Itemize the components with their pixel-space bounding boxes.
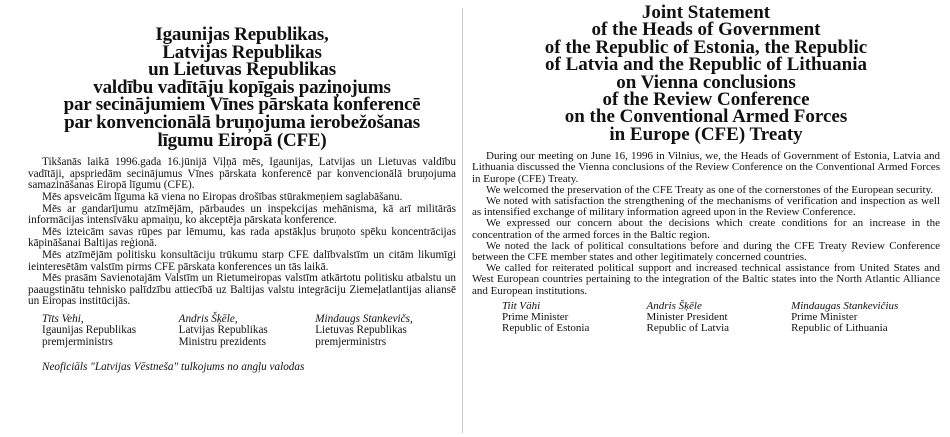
paragraph: We noted with satisfaction the strengthening of the mechanisms of verification and inspection as well as intensified exchange of military information agreed upon in the Review Conference. bbox=[472, 195, 940, 219]
signatory-name: Andris Šķēle bbox=[646, 299, 702, 312]
signatory-title: Prime Minister bbox=[791, 311, 858, 324]
title-line: par konvencionālā bruņojuma ierobežošanas bbox=[64, 111, 420, 133]
title-line: par secinājumiem Vīnes pārskata konferencē bbox=[63, 94, 421, 116]
paragraph: We called for reiterated political support and increased technical assistance from United States and West European countries pertaining to the integration of the Baltic states into the North Atlantic Alliance and European institutions. bbox=[472, 262, 940, 297]
paragraph: Mēs atzīmējām politisku konsultāciju trūkumu starp CFE dalībvalstīm un citām likumīgi ieinteresētām valstīm pirms CFE pārskata konferences un tās laikā. bbox=[28, 248, 456, 273]
signature-block bbox=[647, 301, 792, 335]
signatory-title: Republic of Estonia bbox=[502, 322, 590, 335]
signatory-name: Mindaugas Stankevičius bbox=[791, 299, 899, 312]
title-line: of Latvia and the Republic of Lithuania bbox=[545, 54, 867, 76]
signatory-title: Ministru prezidents bbox=[178, 336, 266, 349]
title-line: un Lietuvas Republikas bbox=[148, 59, 336, 81]
latvian-statement bbox=[28, 0, 456, 437]
signatory-title: premjerministrs bbox=[315, 336, 387, 349]
title-line: of the Review Conference bbox=[602, 89, 810, 111]
signatory-title: Republic of Latvia bbox=[646, 322, 730, 335]
title-line: on Vienna conclusions bbox=[616, 71, 796, 93]
signature-block bbox=[179, 314, 316, 349]
title-line: Joint Statement bbox=[641, 2, 771, 23]
title-line: līgumu Eiropā (CFE) bbox=[157, 129, 327, 151]
title-line: of the Republic of Estonia, the Republic bbox=[544, 36, 868, 58]
title-line: on the Conventional Armed Forces bbox=[564, 106, 848, 128]
english-title bbox=[472, 4, 940, 143]
paragraph: Mēs apsveicām līguma kā viena no Eiropas drošības stūrakmeņiem saglabāšanu. bbox=[42, 190, 403, 203]
paragraph: During our meeting on June 16, 1996 in Vilnius, we, the Heads of Government of Estonia, Latvia and Lithuania discussed the Vienna conclusions of the Review Conference on the Conventional Armed Forces in Europe (CFE) Treaty. bbox=[472, 150, 940, 185]
english-statement bbox=[472, 0, 940, 437]
title-line: Igaunijas Republikas, bbox=[155, 24, 329, 45]
signature-block bbox=[42, 314, 179, 349]
signatory-title: premjerministrs bbox=[42, 336, 113, 349]
paragraph: Mēs prasām Savienotajām Valstīm un Rietumeiropas valstīm atkārtotu politisku atbalstu un paaugstinātu tehnisko palīdzību attiecībā uz Baltijas valstu integrāciju Ziemeļatlantijas aliansē un Eiropas institūcijās. bbox=[28, 272, 456, 308]
signature-block bbox=[315, 314, 452, 349]
paragraph: We welcomed the preservation of the CFE Treaty as one of the cornerstones of the European security. bbox=[486, 183, 934, 196]
paragraph: Tikšanās laikā 1996.gada 16.jūnijā Viļņā mēs, Igaunijas, Latvijas un Lietuvas valdību vadītāji, apspriedām secinājumus Vīnes pārskata konferencē par konvencionālā bruņojuma samazināšanas Eiropā līgumu (CFE). bbox=[28, 156, 456, 192]
signatory-title: Igaunijas Republikas bbox=[42, 324, 137, 337]
paragraph: Mēs ar gandarījumu atzīmējām, pārbaudes un inspekcijas mehānisma, kā arī militārās informācijas intensīvāku apmaiņu, ko akceptēja pārskata konference. bbox=[28, 202, 456, 227]
signatory-name: Tiit Vähi bbox=[502, 299, 541, 312]
latvian-signatures bbox=[28, 314, 456, 349]
paragraph: Mēs izteicām savas rūpes par lēmumu, kas rada apstākļus bruņoto spēku koncentrācijas kāpināšanai Baltijas reģionā. bbox=[28, 225, 456, 250]
signatory-title: Lietuvas Republikas bbox=[315, 324, 407, 337]
signatory-title: Republic of Lithuania bbox=[791, 322, 888, 335]
english-signatures bbox=[472, 301, 940, 335]
signature-block bbox=[791, 301, 936, 335]
english-body bbox=[472, 151, 940, 297]
translation-note: Neoficiāls "Latvijas Vēstneša" tulkojums no angļu valodas bbox=[42, 360, 305, 373]
signatory-title: Minister President bbox=[646, 311, 728, 324]
signatory-name: Mindaugs Stankevičs, bbox=[315, 312, 413, 325]
paragraph: We expressed our concern about the decisions which create conditions for an increase in the concentration of the armed forces in the Baltic region. bbox=[472, 217, 940, 241]
title-line: valdību vadītāju kopīgais paziņojums bbox=[93, 76, 391, 98]
signature-block bbox=[502, 301, 647, 335]
title-line: of the Heads of Government bbox=[591, 19, 821, 41]
signatory-name: Tīts Vehi, bbox=[42, 312, 84, 325]
column-divider bbox=[462, 8, 463, 433]
title-line: in Europe (CFE) Treaty bbox=[609, 123, 803, 145]
signatory-name: Andris Šķēle, bbox=[178, 312, 238, 325]
title-line: Latvijas Republikas bbox=[162, 41, 322, 63]
latvian-body bbox=[28, 157, 456, 308]
signatory-title: Latvijas Republikas bbox=[178, 324, 268, 337]
paragraph: We noted the lack of political consultations before and during the CFE Treaty Review Conference between the CFE member states and other legitimately concerned countries. bbox=[472, 239, 940, 264]
latvian-title bbox=[28, 26, 456, 149]
signatory-title: Prime Minister bbox=[502, 311, 569, 324]
